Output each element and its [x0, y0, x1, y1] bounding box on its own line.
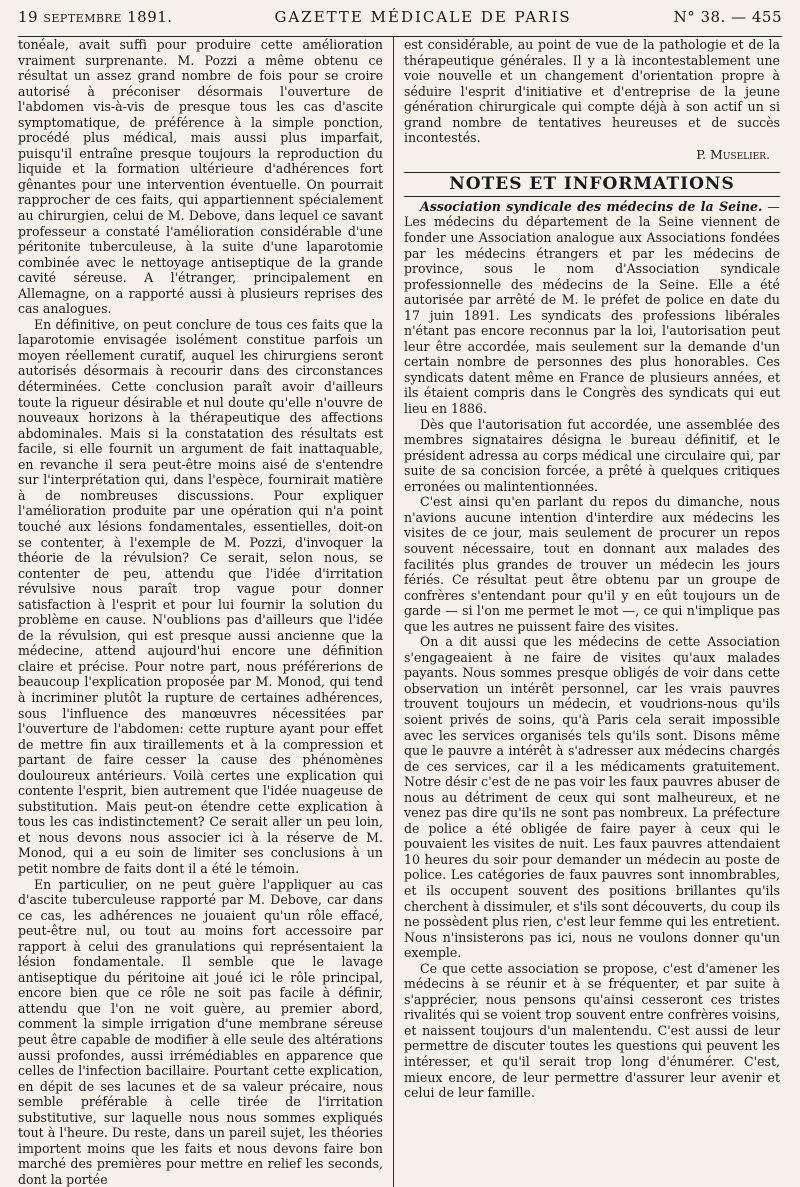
signature-initial: P.: [696, 146, 711, 162]
news-text: — Les médecins du département de la Seine viennent de fonder une Association analogue aux Associations fondées par les médecins étrangers et par les médecins de province, sous le nom d'Association syndicale professionnelle des médecins de la Seine. Elle a été autorisée par arrêté de M. le préfet de police en date du 17 juin 1891. Les syndicats des professions libérales n'étant pas encore reconnus par la loi, l'autorisation peut leur être accordée, mais seulement sur la demande d'un certain nombre de personnes des plus honorables. Ces syndicats datent même en France de plusieurs années, et ils étaient compris dans le Congrès des syndicats qui eut lieu en 1886.: [404, 198, 780, 417]
signature-name: Muselier.: [710, 146, 770, 162]
issue-date: 19 septembre 1891.: [18, 8, 173, 26]
news-heading: Association syndicale des médecins de la Seine.: [420, 198, 763, 214]
paragraph: tonéale, avait suffi pour produire cette amélioration vraiment surprenante. M. Pozzi a même obtenu ce résultat un assez grand nombre de fois pour se croire autorisé à préconiser désormais l'ouverture de l'abdomen vis-à-vis de presque tous les cas d'ascite symptomatique, de préférence à la simple ponction, procédé plus médical, mais aussi plus imparfait, puisqu'il entraîne presque toujours la reproduction du liquide et la formation ultérieure d'adhérences fort gênantes pour une intervention éventuelle. On pourrait rapprocher de ces faits, qui appartiennent spécialement au chirurgien, celui de M. Debove, dans lequel ce savant professeur a constaté l'amélioration considérable d'une péritonite tuberculeuse, à la suite d'une laparotomie combinée avec le nettoyage antiseptique de la grande cavité séreuse. A l'étranger, principalement en Allemagne, on a rapporté aussi à plusieurs reprises des cas analogues.: [18, 37, 383, 317]
journal-title: GAZETTE MÉDICALE DE PARIS: [274, 8, 572, 26]
paragraph: [404, 199, 780, 417]
paragraph: En particulier, on ne peut guère l'appliquer au cas d'ascite tuberculeuse rapporté par M. Debove, car dans ce cas, les adhérences ne jouaient qu'un rôle effacé, peut-être nul, ou tout au moins fort accessoire par rapport à celui des granulations qui représentaient la lésion fondamentale. Il semble que le lavage antiseptique du péritoine ait joué ici le rôle principal, encore bien que ce rôle ne soit pas facile à définir, attendu que l'on ne voit guère, au premier abord, comment la simple irrigation d'une membrane séreuse peut être capable de modifier à elle seule des altérations aussi profondes, aussi irrémédiables en apparence que celles de l'infection bacillaire. Pourtant cette explication, en dépit de ses lacunes et de sa valeur précaire, nous semble préférable à celle tirée de l'irritation substitutive, sur laquelle nous nous sommes expliqués tout à l'heure. Du reste, dans un pareil sujet, les théories importent moins que les faits et nous devons faire bon marché des premières pour mettre en relief les seconds, dont la portée: [18, 876, 383, 1187]
issue-number: N° 38. — 455: [673, 8, 782, 26]
paragraph: Dès que l'autorisation fut accordée, une assemblée des membres signataires désigna le bureau définitif, et le président adressa au corps médical une circulaire qui, par suite de sa concision forcée, a prêté à quelques critiques erronées ou malintentionnées.: [404, 416, 780, 494]
running-head: [18, 8, 782, 37]
author-signature: [404, 147, 770, 163]
paragraph-continuation: est considérable, au point de vue de la pathologie et de la thérapeutique générales. Il y a là incontestablement une voie nouvelle et un changement d'orientation propre à séduire l'esprit d'initiative et d'entreprise de la jeune génération chirurgicale qui compte déjà à son actif un si grand nombre de tentatives heureuses et de succès incontestés.: [404, 37, 780, 146]
paragraph: En définitive, on peut conclure de tous ces faits que la laparotomie envisagée isolément constitue parfois un moyen réellement curatif, auquel les chirurgiens seront autorisés désormais à recourir dans des circonstances déterminées. Cette conclusion paraît avoir d'ailleurs toute la rigueur désirable et nul doute qu'elle n'ouvre de nouveaux horizons à la thérapeutique des affections abdominales. Mais si la constatation des résultats est facile, si elle fournit un argument de fait inattaquable, en revanche il sera peut-être moins aisé de s'entendre sur l'interprétation qui, dans l'espèce, fournirait matière à de nombreuses discussions. Pour expliquer l'amélioration produite par une opération qui n'a point touché aux lésions fondamentales, essentielles, doit-on se contenter, à l'exemple de M. Pozzi, d'invoquer la théorie de la révulsion? Ce serait, selon nous, se contenter de peu, attendu que l'idée d'irritation révulsive nous paraît trop vague pour donner satisfaction à l'esprit et pour lui fournir la solution du problème en cause. N'oublions pas d'ailleurs que l'idée de la révulsion, qui est presque aussi ancienne que la médecine, attend aujourd'hui encore une définition claire et précise. Pour notre part, nous préférerions de beaucoup l'explication proposée par M. Monod, qui tend à incriminer plutôt la rupture de certaines adhérences, sous l'influence des manœuvres nécessitées par l'ouverture de l'abdomen: cette rupture ayant pour effet de mettre fin aux tiraillements et à la compression et partant de faire cesser la cause des phénomènes douloureux antérieurs. Voilà certes une explication qui contente l'esprit, bien autrement que l'idée nuageuse de substitution. Mais peut-on étendre cette explication à tous les cas indistinctement? Ce serait aller un peu loin, et nous devons nous associer ici à la réserve de M. Monod, qui a eu soin de limiter ses conclusions à un petit nombre de faits dont il a été le témoin.: [18, 316, 383, 876]
left-column: [18, 37, 394, 1187]
right-column: [404, 37, 780, 1187]
paragraph: On a dit aussi que les médecins de cette Association s'engageaient à ne faire de visites qu'aux malades payants. Nous sommes presque obligés de voir dans cette observation un intérêt personnel, car les vrais pauvres trouvent toujours un médecin, et voudrions-nous qu'ils soient privés de soins, qu'à Paris cela serait impossible avec les services organisés tels qu'ils sont. Disons même que le pauvre a intérêt à s'adresser aux médecins chargés de ces services, car il a les médicaments gratuitement. Notre désir c'est de ne pas voir les faux pauvres abuser de nous au détriment de ceux qui sont malheureux, et ne venez pas dire qu'ils ne sont pas nombreux. La préfecture de police a été obligée de faire payer à ceux qui le pouvaient les visites de nuit. Les faux pauvres attendaient 10 heures du soir pour demander un médecin au poste de police. Les catégories de faux pauvres sont innombrables, et ils occupent souvent des positions brillantes qu'ils cherchent à dissimuler, et s'ils sont découverts, du coup ils ne possèdent plus rien, c'est leur femme qui les entretient. Nous n'insisterons pas ici, nous ne voulons donner qu'un exemple.: [404, 634, 780, 961]
article-columns: [18, 37, 782, 1187]
paragraph: Ce que cette association se propose, c'est d'amener les médecins à se réunir et à se fréquenter, et par suite à s'apprécier, nous pensons qu'ainsi cesseront ces tristes rivalités qui se voient trop souvent entre confrères voisins, et naissent toujours d'un malentendu. C'est aussi de leur permettre de discuter toutes les questions qui peuvent les intéresser, et qu'il serait trop long d'énumérer. C'est, mieux encore, de leur permettre d'assurer leur avenir et celui de leur famille.: [404, 960, 780, 1101]
section-title: NOTES ET INFORMATIONS: [404, 177, 780, 197]
section-divider: [404, 172, 780, 173]
paragraph: C'est ainsi qu'en parlant du repos du dimanche, nous n'avions aucune intention d'interdire aux médecins les visites de ce jour, mais seulement de procurer un repos souvent nécessaire, tout en donnant aux malades des facilités plus grandes de trouver un médecin les jours fériés. Ce résultat peut être obtenu par un groupe de confrères s'entendant pour qu'il y en eût toujours un de garde — si l'on me permet le mot —, ce qui n'implique pas que les autres ne puissent faire des visites.: [404, 494, 780, 634]
